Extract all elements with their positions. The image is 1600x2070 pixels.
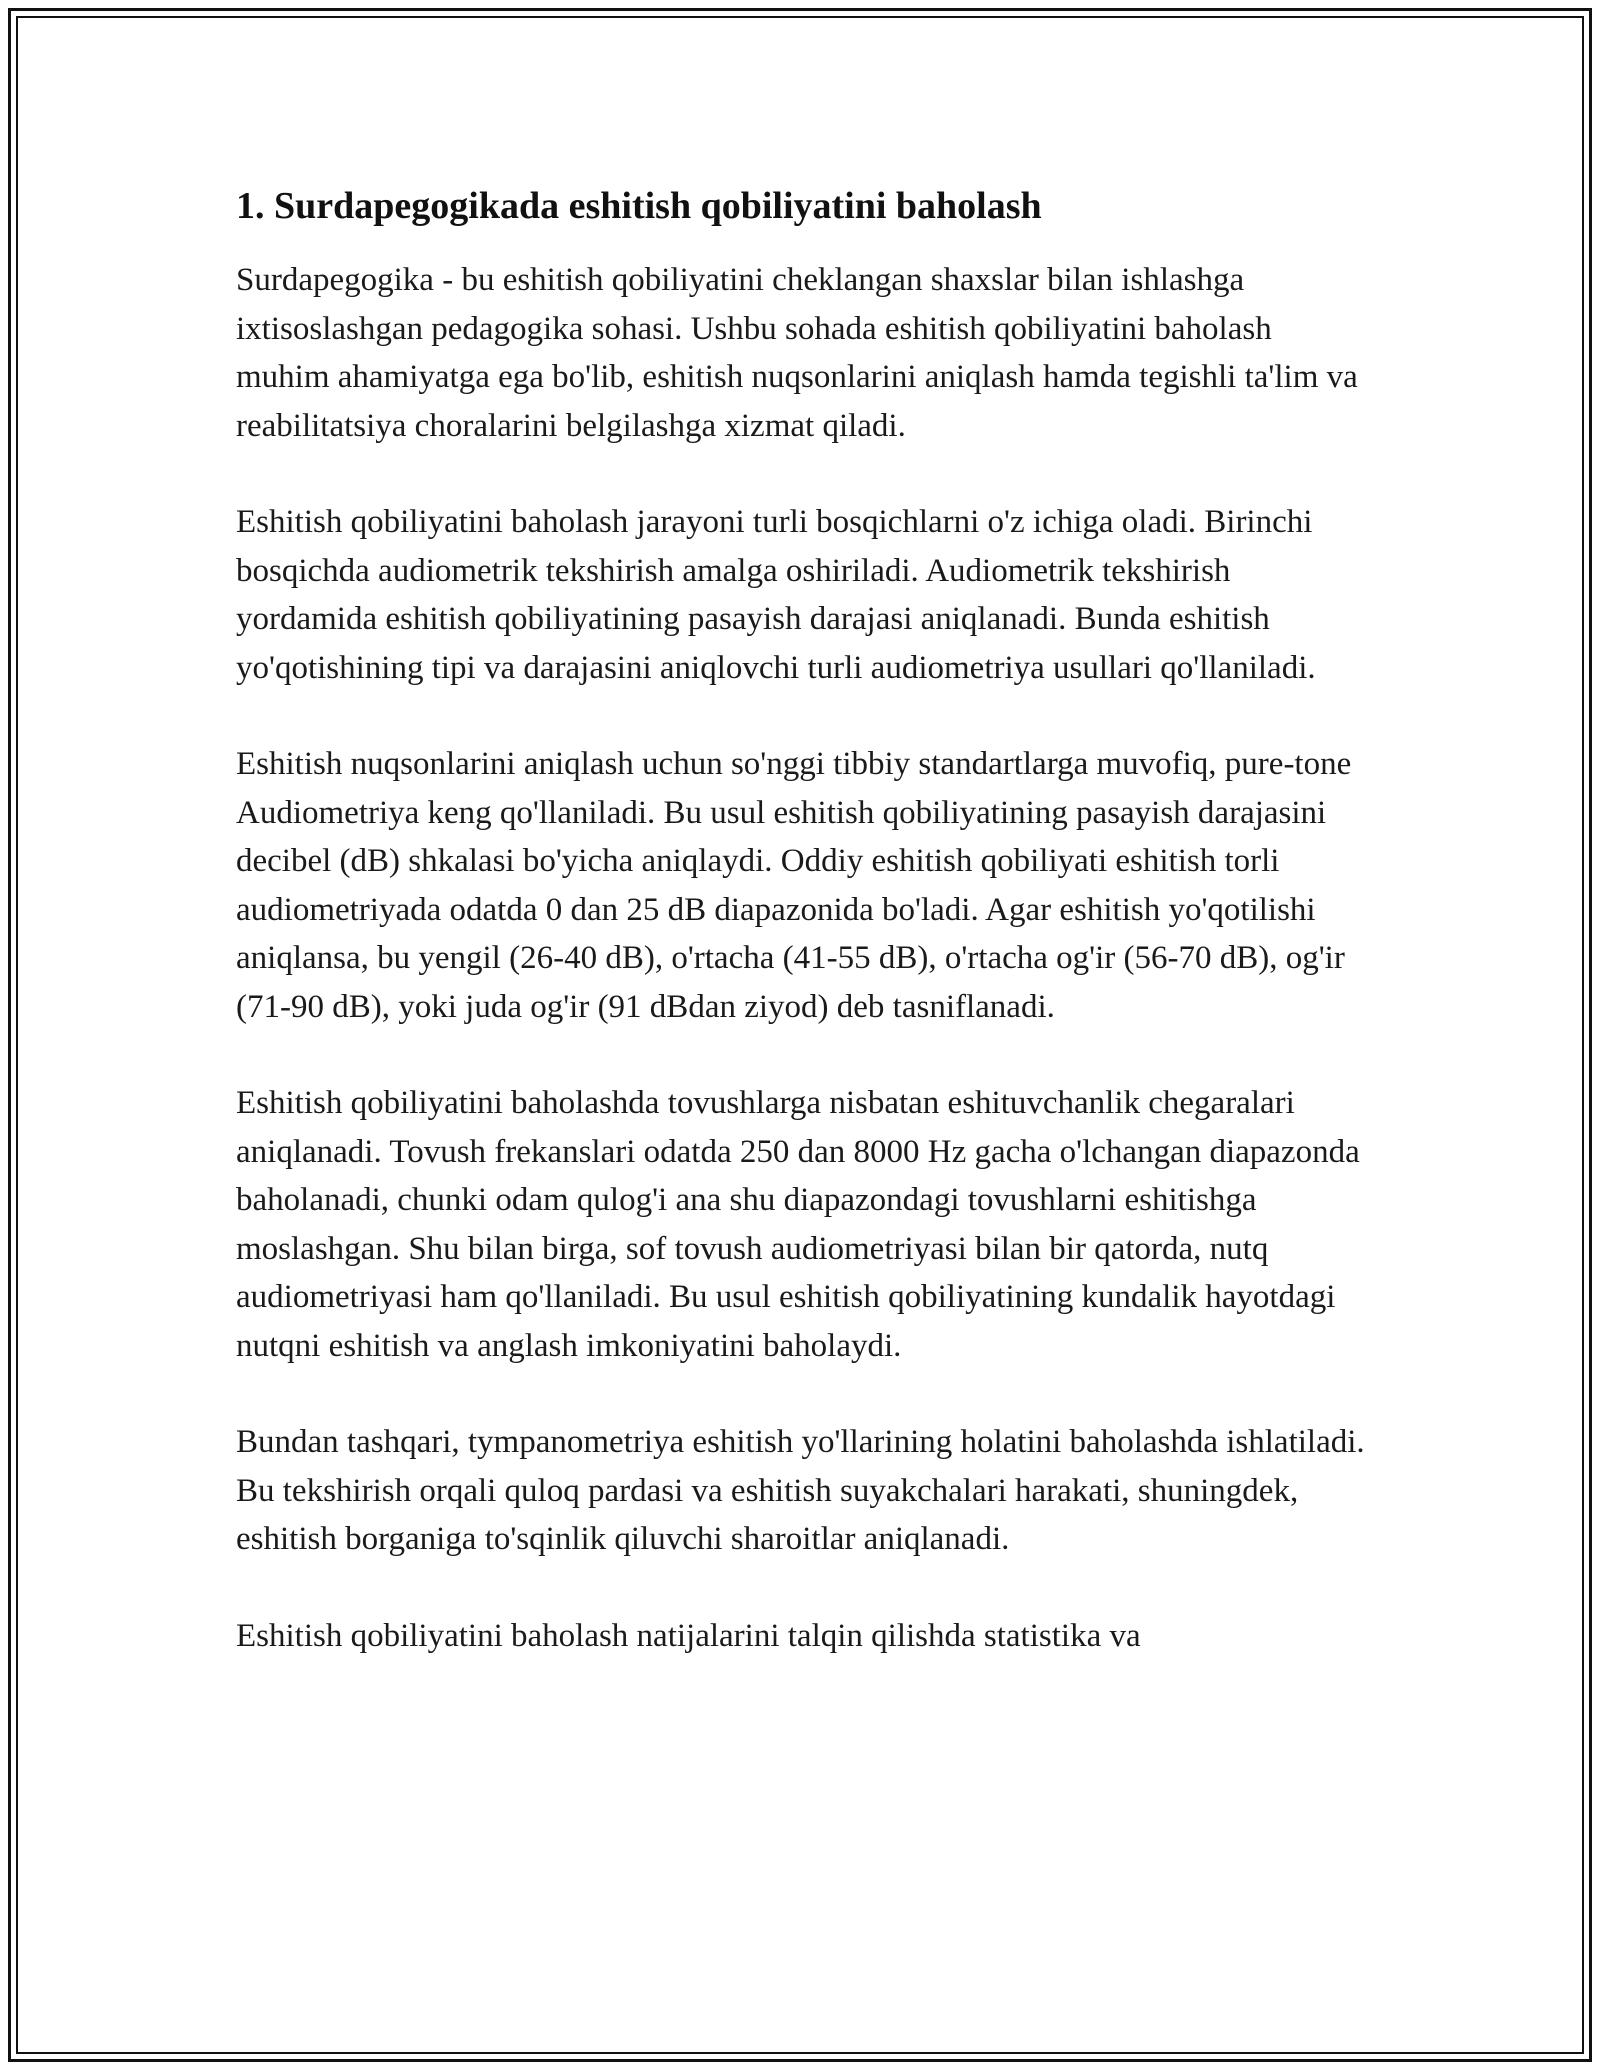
paragraph-interpretation: Eshitish qobiliyatini baholash natijalarini talqin qilishda statistika va bbox=[236, 1617, 1141, 1654]
paragraph-frequency-thresholds: Eshitish qobiliyatini baholashda tovushlarga nisbatan eshituvchanlik chegaralari aniqlanadi. Tovush frekanslari odatda 250 dan 8000 Hz gacha o'lchangan diapazonda baholanadi, chunki odam qulog'i ana shu diapazondagi tovushlarni eshitishga moslashgan. Shu bilan birga, sof tovush audiometriyasi bilan bir qatorda, nutq audiometriyasi ham qo'llaniladi. Bu usul eshitish qobiliyatining kundalik hayotdagi nutqni eshitish va anglash imkoniyatini baholaydi. bbox=[236, 1085, 1360, 1364]
document-body bbox=[236, 182, 1366, 1660]
paragraph-assessment-stages: Eshitish qobiliyatini baholash jarayoni turli bosqichlarni o'z ichiga oladi. Birinchi bosqichda audiometrik tekshirish amalga oshiriladi. Audiometrik tekshirish yordamida eshitish qobiliyatining pasayish darajasi aniqlanadi. Bunda eshitish yo'qotishining tipi va darajasini aniqlovchi turli audiometriya usullari qo'llaniladi. bbox=[236, 504, 1316, 686]
paragraph-tympanometry: Bundan tashqari, tympanometriya eshitish yo'llarining holatini baholashda ishlatiladi. Bu tekshirish orqali quloq pardasi va eshitish suyakchalari harakati, shuningdek, eshitish borganiga to'sqinlik qiluvchi sharoitlar aniqlanadi. bbox=[236, 1424, 1365, 1557]
section-heading: 1. Surdapegogikada eshitish qobiliyatini baholash bbox=[236, 185, 1042, 227]
paragraph-pure-tone-audiometry: Eshitish nuqsonlarini aniqlash uchun so'nggi tibbiy standartlarga muvofiq, pure-tone Audiometriya keng qo'llaniladi. Bu usul eshitish qobiliyatining pasayish darajasini decibel (dB) shkalasi bo'yicha aniqlaydi. Oddiy eshitish qobiliyati eshitish torli audiometriyada odatda 0 dan 25 dB diapazonida bo'ladi. Agar eshitish yo'qotilishi aniqlansa, bu yengil (26-40 dB), o'rtacha (41-55 dB), o'rtacha og'ir (56-70 dB), og'ir (71-90 dB), yoki juda og'ir (91 dBdan ziyod) deb tasniflanadi. bbox=[236, 746, 1352, 1025]
paragraph-intro: Surdapegogika - bu eshitish qobiliyatini cheklangan shaxslar bilan ishlashga ixtisoslashgan pedagogika sohasi. Ushbu sohada eshitish qobiliyatini baholash muhim ahamiyatga ega bo'lib, eshitish nuqsonlarini aniqlash hamda tegishli ta'lim va reabilitatsiya choralarini belgilashga xizmat qiladi. bbox=[236, 262, 1358, 444]
